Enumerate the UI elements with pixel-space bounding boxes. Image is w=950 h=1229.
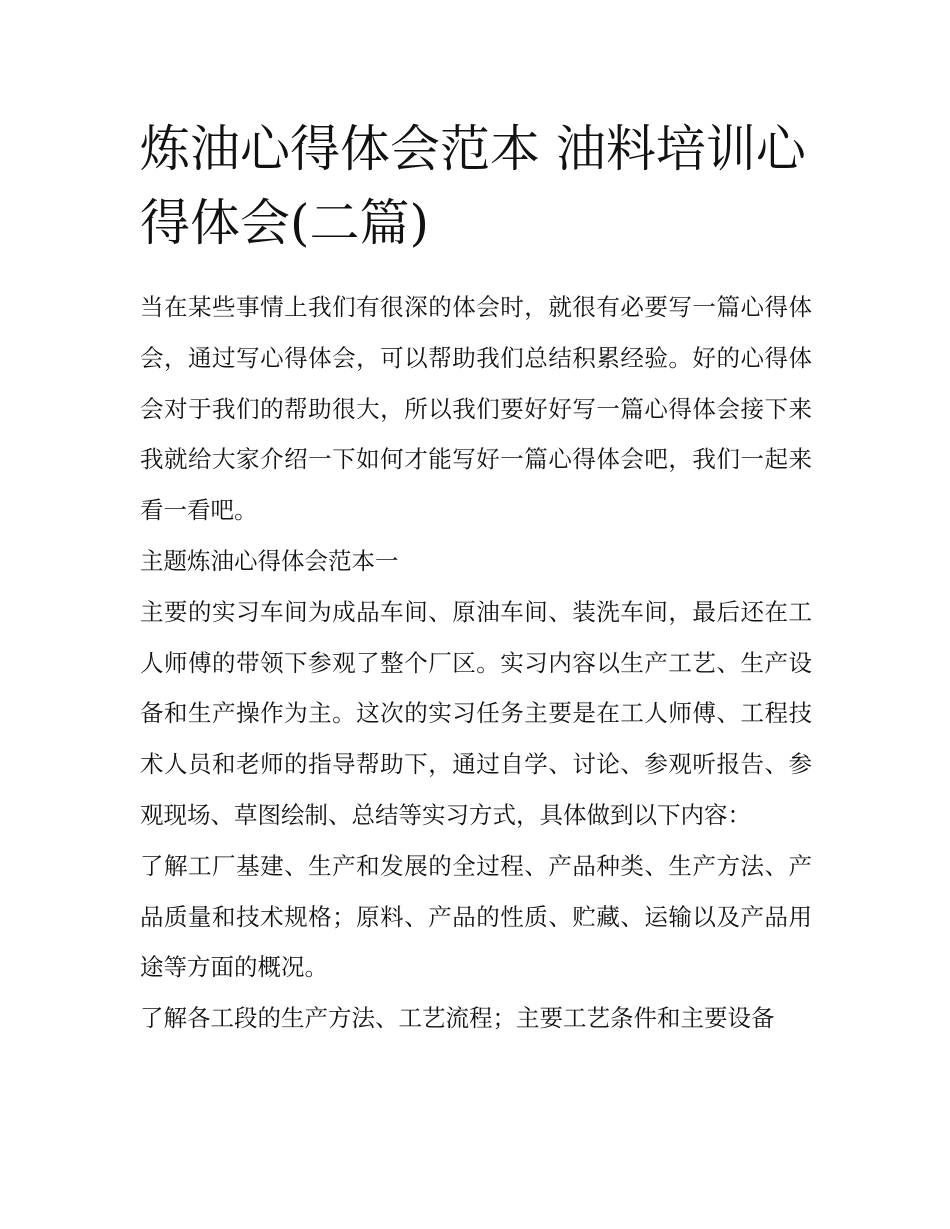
intro-paragraph: 当在某些事情上我们有很深的体会时，就很有必要写一篇心得体会，通过写心得体会，可以帮助我们总结积累经验。好的心得体会对于我们的帮助很大，所以我们要好好写一篇心得体会接下来我就给大家介绍一下如何才能写好一篇心得体会吧，我们一起来看一看吧。: [140, 293, 812, 525]
document-page: [140, 112, 812, 1044]
body-paragraph: 主要的实习车间为成品车间、原油车间、装洗车间，最后还在工人师傅的带领下参观了整个厂区。实习内容以生产工艺、生产设备和生产操作为主。这次的实习任务主要是在工人师傅、工程技术人员和老师的指导帮助下，通过自学、讨论、参观听报告、参观现场、草图绘制、总结等实习方式，具体做到以下内容：: [140, 597, 812, 829]
section-heading: 主题炼油心得体会范本一: [140, 546, 399, 575]
document-title: 炼油心得体会范本 油料培训心得体会(二篇): [140, 120, 806, 252]
body-paragraph: 了解各工段的生产方法、工艺流程；主要工艺条件和主要设备: [140, 1004, 775, 1033]
body-paragraph: 了解工厂基建、生产和发展的全过程、产品种类、生产方法、产品质量和技术规格；原料、产品的性质、贮藏、运输以及产品用途等方面的概况。: [140, 851, 812, 982]
